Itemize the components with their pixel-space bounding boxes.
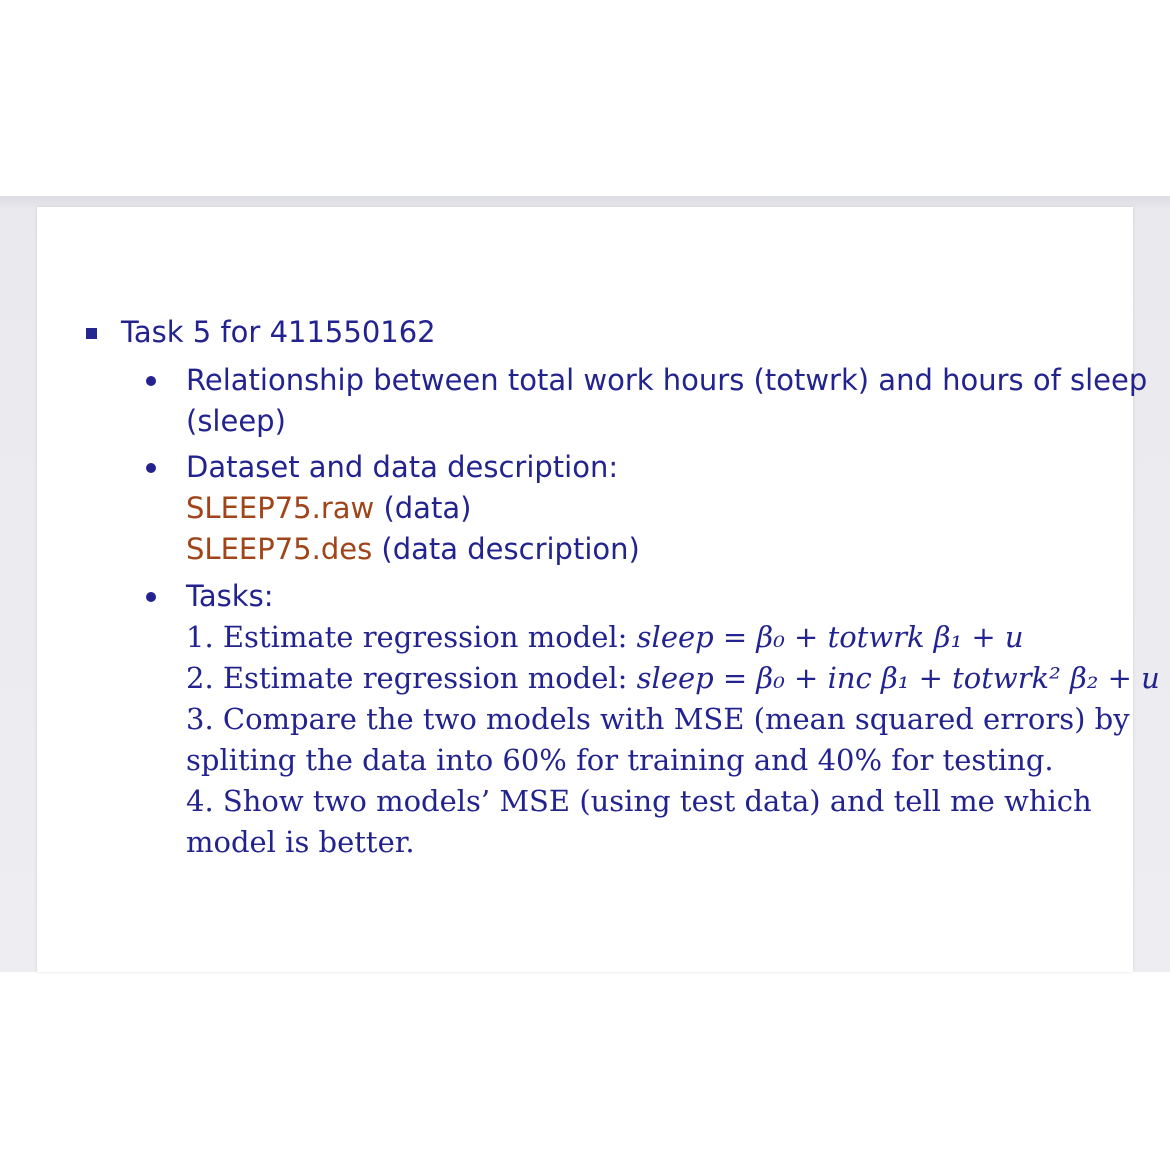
equation-1: sleep = β₀ + totwrk β₁ + u: [636, 620, 1024, 654]
dataset-heading: Dataset and data description:: [186, 450, 619, 484]
relationship-line-1: Relationship between total work hours (totwrk) and hours of sleep: [186, 363, 1148, 397]
task-2: [186, 658, 1160, 699]
bullet-dot-icon: [146, 592, 156, 602]
equation-2: sleep = β₀ + inc β₁ + totwrk² β₂ + u: [636, 661, 1160, 695]
task-1-prefix: 1. Estimate regression model:: [186, 620, 628, 654]
dataset-item: [186, 447, 640, 570]
tasks-item: [186, 576, 1160, 863]
task-3-line-1: 3. Compare the two models with MSE (mean squared errors) by: [186, 702, 1130, 736]
bullet-dot-icon: [146, 376, 156, 386]
task-2-prefix: 2. Estimate regression model:: [186, 661, 628, 695]
data-file-note: (data): [383, 491, 472, 525]
relationship-line-2: (sleep): [186, 404, 286, 438]
task-4-line-2: model is better.: [186, 825, 415, 859]
task-3-line-2: spliting the data into 60% for training and 40% for testing.: [186, 743, 1054, 777]
data-file-link[interactable]: SLEEP75.raw: [186, 491, 375, 525]
square-bullet-icon: [86, 328, 97, 339]
file-entry: [186, 488, 640, 529]
tasks-heading: Tasks:: [186, 579, 274, 613]
relationship-item: [186, 360, 1147, 442]
bullet-dot-icon: [146, 463, 156, 473]
description-file-note: (data description): [381, 532, 640, 566]
task-title: Task 5 for 411550162: [121, 315, 436, 349]
task-4-line-1: 4. Show two models’ MSE (using test data) and tell me which: [186, 784, 1092, 818]
task-1: [186, 617, 1160, 658]
description-file-link[interactable]: SLEEP75.des: [186, 532, 373, 566]
file-entry: [186, 529, 640, 570]
